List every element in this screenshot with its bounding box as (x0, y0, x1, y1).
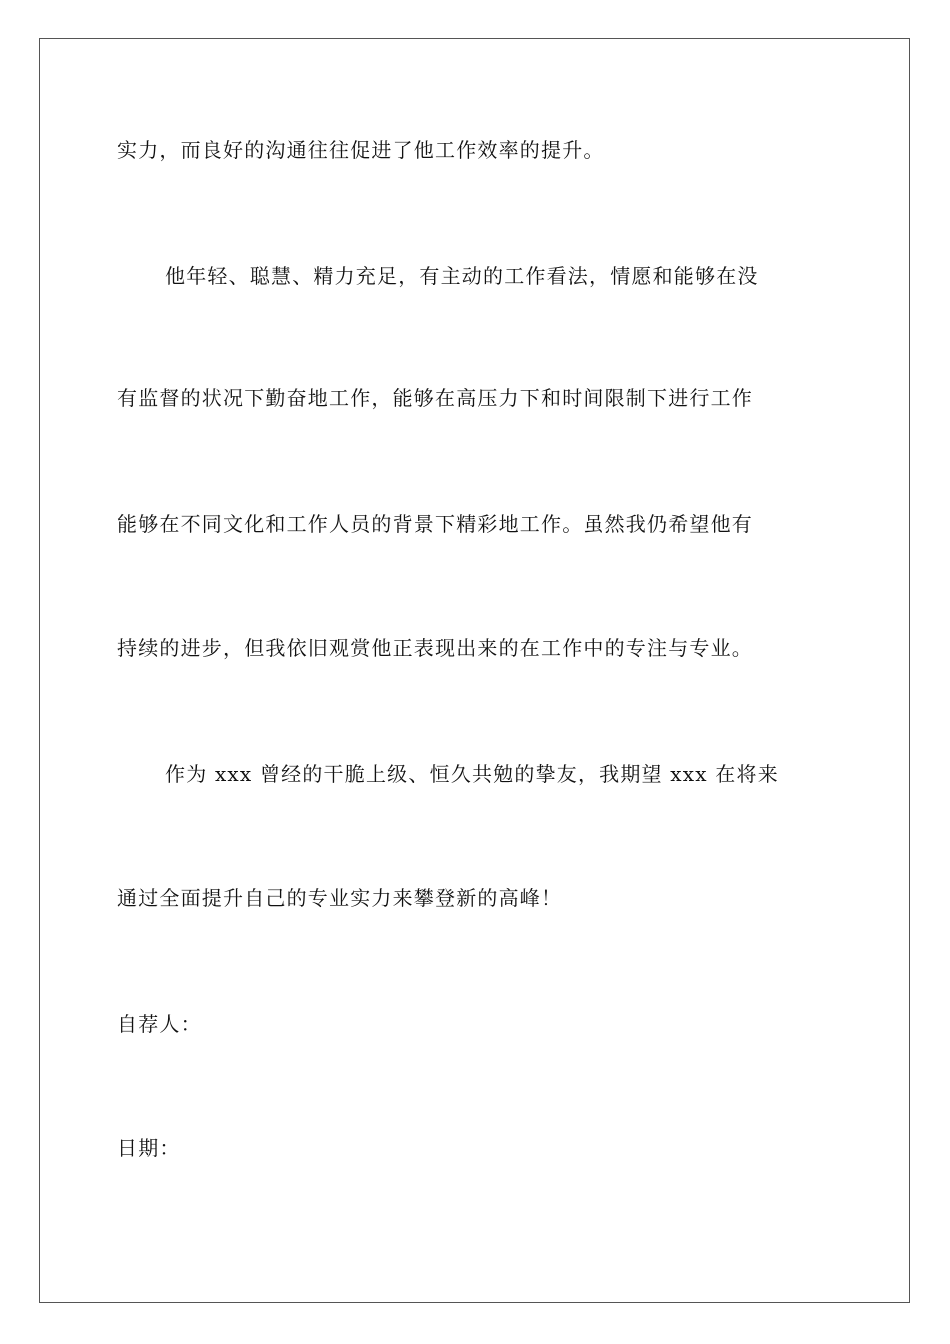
body-text-line: 能够在不同文化和工作人员的背景下精彩地工作。虽然我仍希望他有 (117, 512, 753, 536)
body-text-line: 通过全面提升自己的专业实力来攀登新的高峰！ (117, 886, 563, 910)
body-text-line: 有监督的状况下勤奋地工作，能够在高压力下和时间限制下进行工作 (117, 386, 753, 410)
date-label: 日期： (117, 1136, 181, 1160)
body-text-line: 他年轻、聪慧、精力充足，有主动的工作看法，情愿和能够在没 (165, 264, 759, 288)
body-text-line: 实力，而良好的沟通往往促进了他工作效率的提升。 (117, 138, 605, 162)
recommender-label: 自荐人： (117, 1012, 202, 1036)
body-text-line: 持续的进步，但我依旧观赏他正表现出来的在工作中的专注与专业。 (117, 636, 753, 660)
page-frame (39, 38, 910, 1303)
body-text-line: 作为 xxx 曾经的干脆上级、恒久共勉的挚友，我期望 xxx 在将来 (165, 762, 779, 786)
